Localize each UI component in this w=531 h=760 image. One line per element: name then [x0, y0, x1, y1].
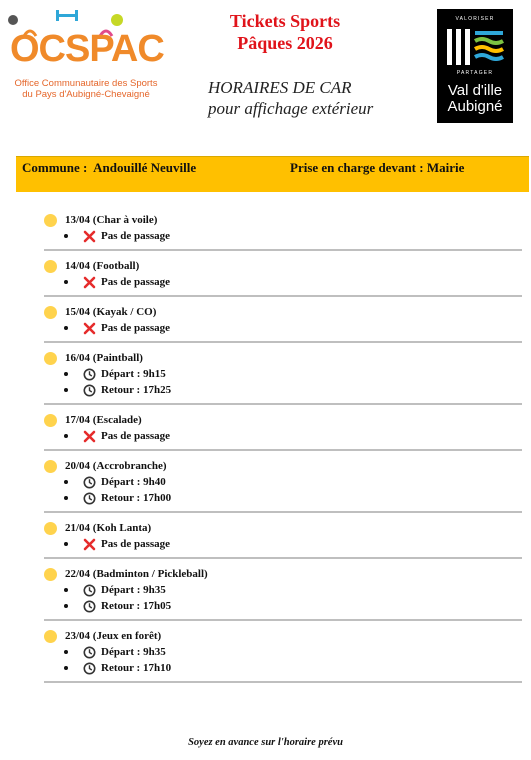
bullet-icon [64, 650, 68, 654]
schedule-list [44, 212, 522, 690]
footer-note: Soyez en avance sur l'horaire prévu [188, 737, 343, 748]
clock-icon [82, 583, 96, 597]
schedule-item [44, 490, 522, 506]
day-items [44, 536, 522, 552]
day-heading [44, 628, 522, 644]
schedule-day [44, 258, 522, 297]
shuttlecock-icon [111, 14, 123, 26]
item-text: Départ : 9h35 [101, 646, 166, 658]
cross-icon [82, 321, 96, 335]
logo-subtitle-line1: Office Communautaire des Sports [14, 78, 158, 89]
bullet-icon [64, 388, 68, 392]
yellow-dot-icon [44, 568, 57, 581]
item-text: Retour : 17h00 [101, 492, 172, 504]
bullet-icon [64, 542, 68, 546]
day-items [44, 428, 522, 444]
pickup-label: Prise en charge devant : [290, 160, 424, 175]
schedule-item [44, 366, 522, 382]
schedule-item [44, 660, 522, 676]
subtitle-line1: HORAIRES DE CAR [208, 78, 352, 97]
item-text: Pas de passage [101, 430, 171, 442]
logo-name-line1: Val d'ille [447, 82, 503, 99]
cross-icon [82, 229, 96, 243]
cross-icon [82, 429, 96, 443]
bullet-icon [64, 480, 68, 484]
schedule-day [44, 566, 522, 621]
schedule-day [44, 212, 522, 251]
yellow-dot-icon [44, 630, 57, 643]
schedule-day [44, 628, 522, 683]
val-dille-aubigne-logo [437, 9, 513, 123]
day-title: 21/04 (Koh Lanta) [65, 522, 152, 534]
title-line2: Pâques 2026 [237, 33, 333, 53]
item-text: Départ : 9h40 [101, 476, 166, 488]
yellow-dot-icon [44, 414, 57, 427]
schedule-item [44, 228, 522, 244]
bullet-icon [64, 372, 68, 376]
day-title: 17/04 (Escalade) [65, 414, 142, 426]
day-title: 20/04 (Accrobranche) [65, 460, 167, 472]
schedule-item [44, 382, 522, 398]
day-heading [44, 212, 522, 228]
item-text: Départ : 9h35 [101, 584, 166, 596]
item-text: Pas de passage [101, 230, 171, 242]
schedule-day [44, 520, 522, 559]
subtitle-line2: pour affichage extérieur [208, 99, 374, 118]
yellow-dot-icon [44, 522, 57, 535]
clock-icon [82, 491, 96, 505]
title-line1: Tickets Sports [229, 11, 341, 31]
item-text: Pas de passage [101, 276, 171, 288]
day-heading [44, 458, 522, 474]
yellow-dot-icon [44, 352, 57, 365]
logo-subtitle-line2: du Pays d'Aubigné-Chevaigné [22, 89, 150, 100]
day-items [44, 366, 522, 398]
day-items [44, 228, 522, 244]
bullet-icon [64, 280, 68, 284]
schedule-item [44, 428, 522, 444]
yellow-dot-icon [44, 306, 57, 319]
day-heading [44, 520, 522, 536]
schedule-day [44, 304, 522, 343]
logo-subtitle [4, 78, 168, 100]
day-title: 14/04 (Football) [65, 260, 140, 272]
schedule-item [44, 644, 522, 660]
day-heading [44, 566, 522, 582]
bullet-icon [64, 604, 68, 608]
bullet-icon [64, 496, 68, 500]
schedule-day [44, 350, 522, 405]
item-text: Retour : 17h10 [101, 662, 172, 674]
day-items [44, 644, 522, 676]
clock-icon [82, 645, 96, 659]
item-text: Retour : 17h25 [101, 384, 172, 396]
commune-band [16, 156, 529, 192]
schedule-item [44, 274, 522, 290]
day-items [44, 582, 522, 614]
clock-icon [82, 599, 96, 613]
schedule-item [44, 598, 522, 614]
dumbbell-icon [58, 14, 76, 17]
day-title: 22/04 (Badminton / Pickleball) [65, 568, 208, 580]
ille-wave-icon [443, 27, 507, 67]
bullet-icon [64, 434, 68, 438]
schedule-item [44, 320, 522, 336]
cross-icon [82, 275, 96, 289]
page-subtitle [208, 77, 373, 119]
yellow-dot-icon [44, 460, 57, 473]
pickup-info [290, 160, 464, 176]
day-items [44, 274, 522, 290]
day-title: 16/04 (Paintball) [65, 352, 143, 364]
item-text: Retour : 17h05 [101, 600, 172, 612]
day-heading [44, 304, 522, 320]
schedule-item [44, 582, 522, 598]
logo-name [437, 83, 513, 115]
yellow-dot-icon [44, 260, 57, 273]
yellow-dot-icon [44, 214, 57, 227]
logo-top-text: VALORISER [455, 16, 495, 22]
schedule-item [44, 536, 522, 552]
day-heading [44, 258, 522, 274]
day-heading [44, 412, 522, 428]
commune-label: Commune : [22, 160, 88, 175]
cross-icon [82, 537, 96, 551]
item-text: Départ : 9h15 [101, 368, 166, 380]
commune-value: Andouillé Neuville [93, 160, 197, 175]
bullet-icon [64, 234, 68, 238]
page-title [200, 10, 370, 54]
bullet-icon [64, 326, 68, 330]
dumbbell-left-plate [56, 10, 59, 21]
schedule-day [44, 412, 522, 451]
pickup-value: Mairie [426, 160, 465, 175]
clock-icon [82, 475, 96, 489]
day-title: 13/04 (Char à voile) [65, 214, 158, 226]
logo-word: OCSPAC [10, 28, 164, 70]
day-title: 23/04 (Jeux en forêt) [65, 630, 162, 642]
logo-bottom-text: PARTAGER [456, 70, 494, 76]
logo-name-line2: Aubigné [447, 98, 503, 115]
ball-icon [8, 15, 18, 25]
item-text: Pas de passage [101, 538, 171, 550]
day-items [44, 320, 522, 336]
item-text: Pas de passage [101, 322, 171, 334]
day-title: 15/04 (Kayak / CO) [65, 306, 157, 318]
clock-icon [82, 367, 96, 381]
clock-icon [82, 661, 96, 675]
bullet-icon [64, 666, 68, 670]
bullet-icon [64, 588, 68, 592]
dumbbell-right-plate [75, 10, 78, 21]
clock-icon [82, 383, 96, 397]
ocspac-logo [4, 8, 164, 100]
commune-info [22, 160, 196, 176]
day-heading [44, 350, 522, 366]
schedule-item [44, 474, 522, 490]
schedule-day [44, 458, 522, 513]
day-items [44, 474, 522, 506]
